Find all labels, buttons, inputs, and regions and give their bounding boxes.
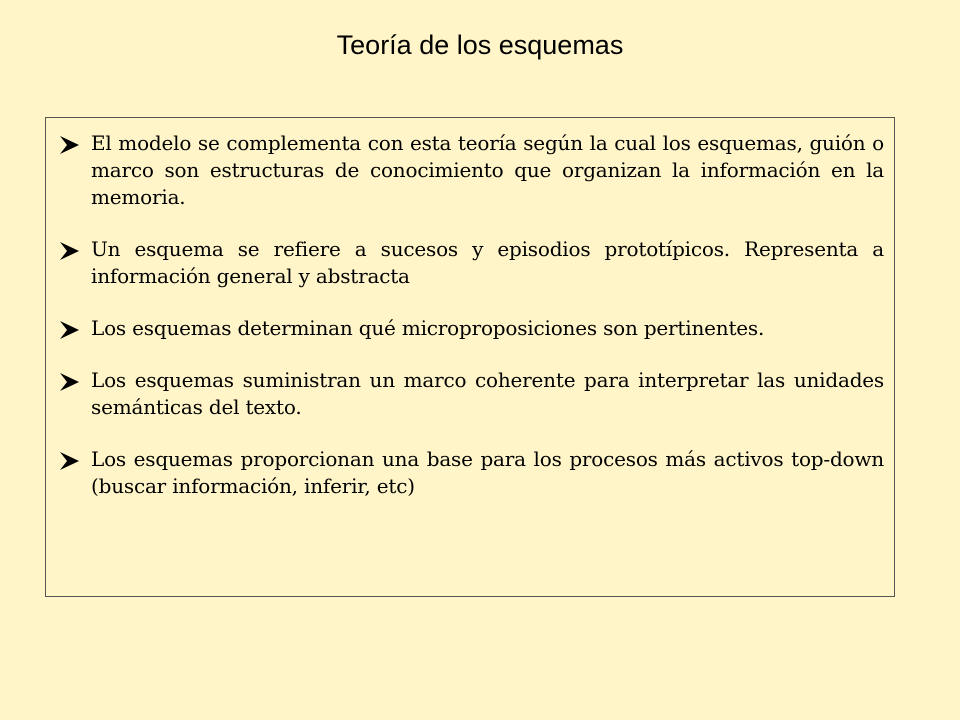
arrowhead-bullet-icon bbox=[58, 450, 82, 472]
slide-title: Teoría de los esquemas bbox=[336, 30, 624, 60]
arrowhead-bullet-icon bbox=[58, 134, 82, 156]
arrowhead-bullet-icon bbox=[58, 319, 82, 341]
arrowhead-bullet-icon bbox=[58, 240, 82, 262]
bullet-text: Un esquema se refiere a sucesos y episodios prototípicos. Representa a información general y abstracta bbox=[91, 237, 884, 288]
bullet-list bbox=[46, 118, 894, 500]
bullet-item bbox=[46, 130, 884, 211]
bullet-text: Los esquemas proporcionan una base para los procesos más activos top-down (buscar información, inferir, etc) bbox=[91, 447, 884, 498]
bullet-item bbox=[46, 315, 884, 342]
bullet-text: Los esquemas determinan qué microproposiciones son pertinentes. bbox=[91, 316, 765, 340]
content-box bbox=[45, 117, 895, 597]
bullet-item bbox=[46, 367, 884, 421]
bullet-text: El modelo se complementa con esta teoría según la cual los esquemas, guión o marco son estructuras de conocimiento que organizan la información en la memoria. bbox=[91, 131, 884, 209]
bullet-item bbox=[46, 236, 884, 290]
bullet-item bbox=[46, 446, 884, 500]
bullet-text: Los esquemas suministran un marco coherente para interpretar las unidades semánticas del texto. bbox=[91, 368, 884, 419]
arrowhead-bullet-icon bbox=[58, 371, 82, 393]
